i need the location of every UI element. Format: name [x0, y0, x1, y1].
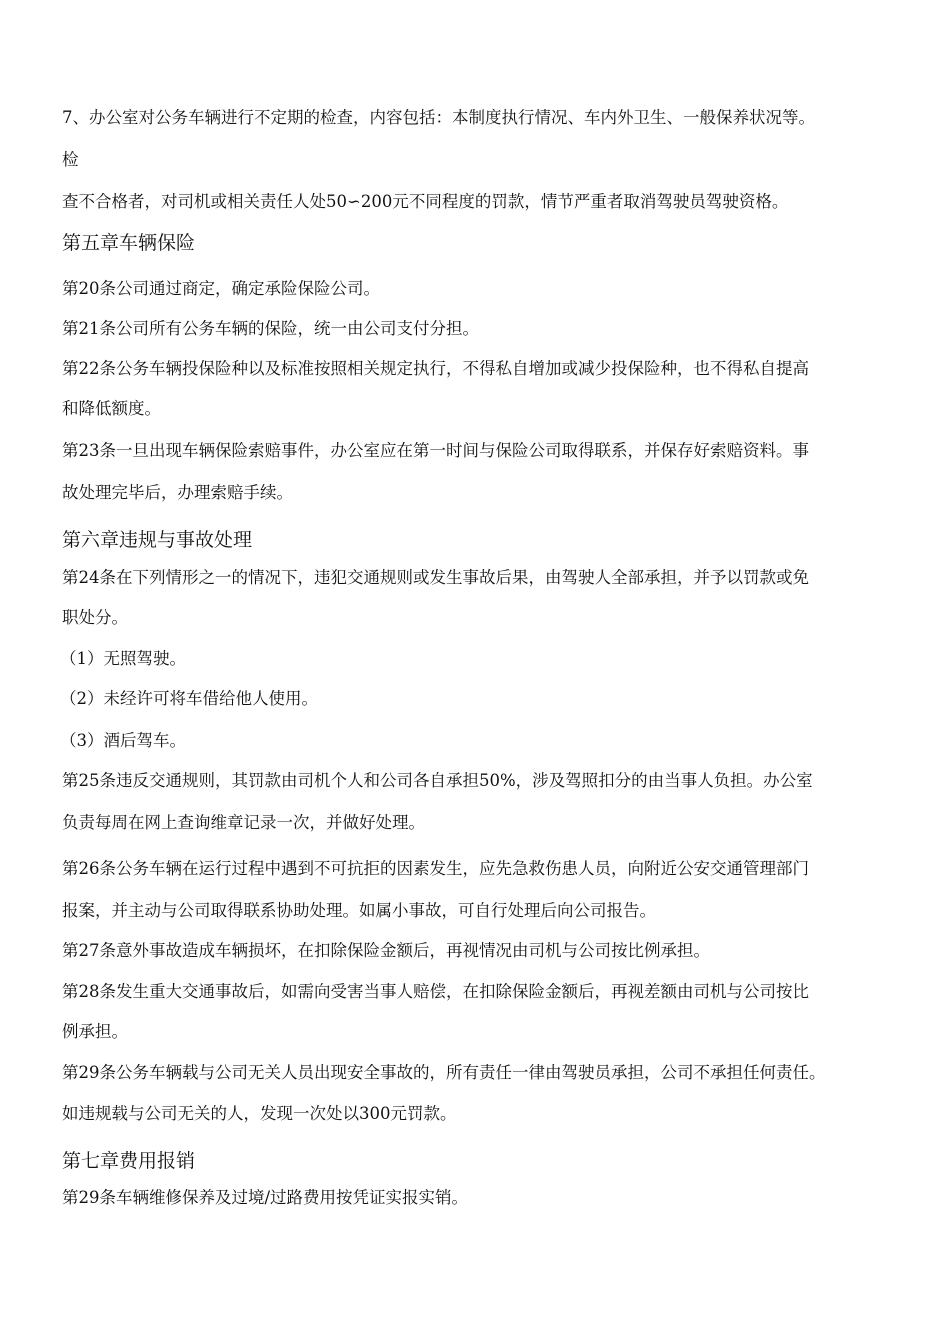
paragraph-line: 职处分。 — [62, 608, 128, 627]
paragraph-line: 如违规载与公司无关的人，发现一次处以300元罚款。 — [62, 1104, 457, 1123]
paragraph-line: 报案，并主动与公司取得联系协助处理。如属小事故，可自行处理后向公司报告。 — [62, 901, 656, 920]
paragraph-line: 故处理完毕后，办理索赔手续。 — [62, 483, 293, 502]
paragraph-line: 第21条公司所有公务车辆的保险，统一由公司支付分担。 — [62, 319, 479, 338]
paragraph-line: 负责每周在网上查询维章记录一次，并做好处理。 — [62, 813, 425, 832]
paragraph-line: 第29条车辆维修保养及过境/过路费用按凭证实报实销。 — [62, 1188, 469, 1207]
paragraph-line: 第27条意外事故造成车辆损坏，在扣除保险金额后，再视情况由司机与公司按比例承担。 — [62, 941, 710, 960]
paragraph-line: 第22条公务车辆投保险种以及标准按照相关规定执行，不得私自增加或减少投保险种，也不得私自提高 — [62, 359, 809, 378]
paragraph-line: 第20条公司通过商定，确定承险保险公司。 — [62, 279, 380, 298]
list-item: （3）酒后驾车。 — [60, 731, 186, 750]
chapter-heading: 第七章费用报销 — [62, 1150, 196, 1172]
paragraph-line: 和降低额度。 — [62, 399, 161, 418]
chapter-heading: 第五章车辆保险 — [62, 232, 196, 254]
paragraph-line: 查不合格者，对司机或相关责任人处50∽200元不同程度的罚款，情节严重者取消驾驶员驾驶资格。 — [62, 192, 789, 211]
list-item: （1）无照驾驶。 — [60, 649, 186, 668]
paragraph-line: 第24条在下列情形之一的情况下，违犯交通规则或发生事故后果，由驾驶人全部承担，并予以罚款或免 — [62, 568, 809, 587]
paragraph-line: 检 — [62, 150, 79, 169]
paragraph-line: 第28条发生重大交通事故后，如需向受害当事人赔偿，在扣除保险金额后，再视差额由司机与公司按比 — [62, 982, 809, 1001]
paragraph-line: 第26条公务车辆在运行过程中遇到不可抗拒的因素发生，应先急救伤患人员，向附近公安交通管理部门 — [62, 859, 809, 878]
paragraph-line: 第29条公务车辆载与公司无关人员出现安全事故的，所有责任一律由驾驶员承担，公司不承担任何责任。 — [62, 1063, 826, 1082]
paragraph-line: 例承担。 — [62, 1022, 128, 1041]
list-item: （2）未经许可将车借给他人使用。 — [60, 689, 318, 708]
paragraph-line: 第25条违反交通规则，其罚款由司机个人和公司各自承担50%，涉及驾照扣分的由当事人负担。办公室 — [62, 771, 813, 790]
paragraph-line: 7、办公室对公务车辆进行不定期的检查，内容包括：本制度执行情况、车内外卫生、一般保养状况等。 — [62, 108, 815, 127]
chapter-heading: 第六章违规与事故处理 — [62, 529, 253, 551]
paragraph-line: 第23条一旦出现车辆保险索赔事件，办公室应在第一时间与保险公司取得联系，并保存好索赔资料。事 — [62, 441, 809, 460]
